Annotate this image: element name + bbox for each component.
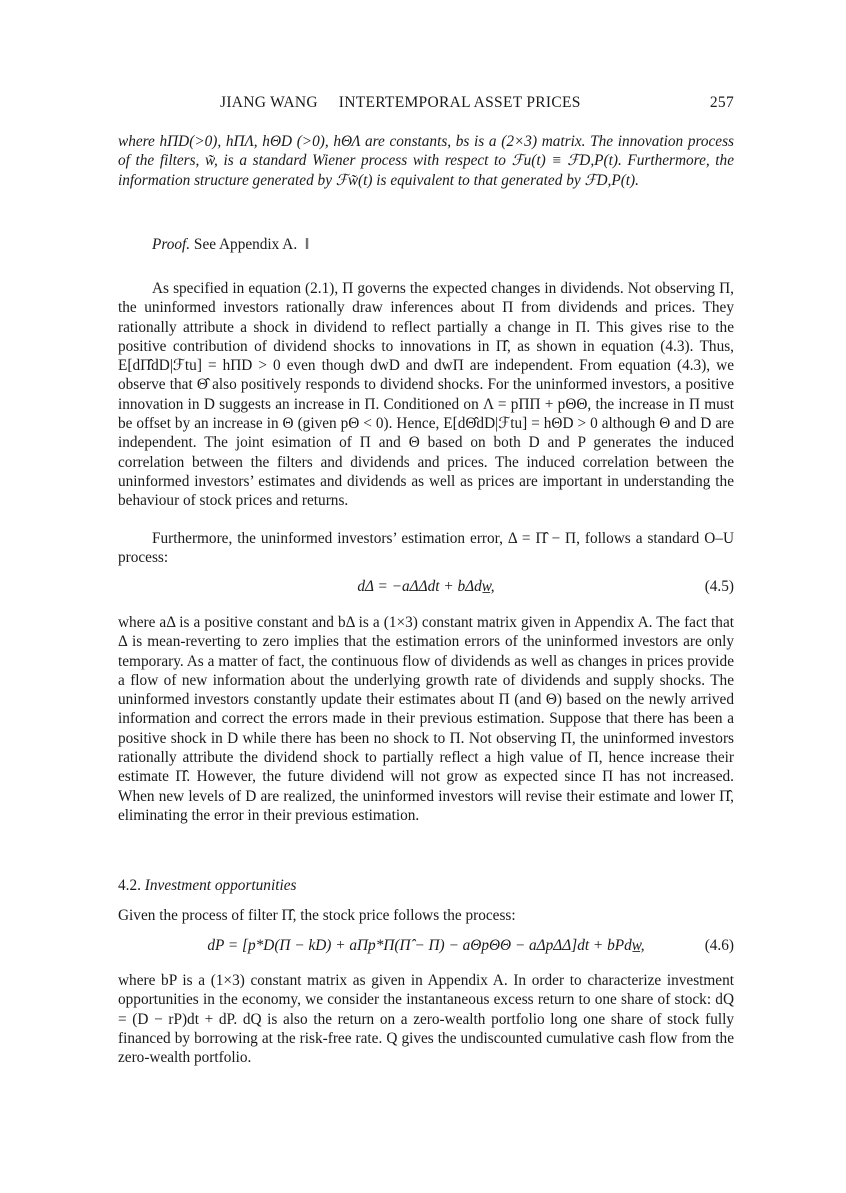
section-title: Investment opportunities <box>144 877 297 894</box>
proof-label: Proof. <box>152 236 191 253</box>
page-number: 257 <box>709 94 734 111</box>
lemma-continuation: where hΠD(>0), hΠΛ, hΘD (>0), hΘΛ are constants, bs is a (2×3) matrix. The innovation process of the filters, w̃, is a standard Wiener process with respect to ℱu(t) ≡ ℱD,P(t). Furthermore, the information structure generated by ℱw̃(t) is equivalent to that generated by ℱD,P(t). <box>118 133 734 189</box>
proof-text: See Appendix A. ‖ <box>190 236 310 253</box>
equation-number: (4.6) <box>704 937 734 954</box>
equation-4-5 <box>118 578 734 598</box>
section-heading <box>118 877 296 895</box>
section-number: 4.2. <box>118 877 141 894</box>
running-head <box>118 94 734 116</box>
paragraph: where bP is a (1×3) constant matrix as given in Appendix A. In order to characterize investment opportunities in the economy, we consider the instantaneous excess return to one share of stock: dQ = (D − rP)dt + dP. dQ is also the return on a zero-wealth portfolio long one share of stock fully financed by borrowing at the risk-free rate. Q gives the undiscounted cumulative cash flow from the zero-wealth portfolio. <box>118 972 734 1067</box>
running-title: JIANG WANG INTERTEMPORAL ASSET PRICES <box>220 94 581 111</box>
equation-4-6 <box>118 937 734 957</box>
paragraph: Furthermore, the uninformed investors’ estimation error, Δ = Π̂ − Π, follows a standard O–U process: <box>118 530 734 567</box>
paragraph: where aΔ is a positive constant and bΔ is a (1×3) constant matrix given in Appendix A. The fact that Δ is mean-reverting to zero implies that the estimation errors of the uninformed investors are only temporary. As a matter of fact, the continuous flow of dividends as well as changes in prices provide a flow of new information about the underlying growth rate of dividends and supply shocks. The uninformed investors constantly update their estimates about Π (and Θ) based on the newly arrived information and correct the errors made in their previous estimation. Suppose that there has been a positive shock in D while there has been no shock to Π. Not observing Π, the uninformed investors rationally attribute the dividend shock to partially reflect a high value of Π, hence increase their estimate Π̂. However, the future dividend will not grow as expected since Π has not increased. When new levels of D are realized, the uninformed investors will revise their estimate and lower Π̂, eliminating the error in their previous estimation. <box>118 614 734 824</box>
paragraph: Given the process of filter Π̂, the stock price follows the process: <box>118 907 516 924</box>
equation-body: dΔ = −aΔΔdt + bΔdw̲, <box>357 578 495 595</box>
equation-body: dP = [p*D(Π − kD) + aΠp*Π(Π̂ − Π) − aΘpΘΘ − aΔpΔΔ]dt + bPdw̲, <box>207 937 645 954</box>
proof-line <box>152 235 734 254</box>
paragraph: As specified in equation (2.1), Π governs the expected changes in dividends. Not observing Π, the uninformed investors rationally draw inferences about Π from dividends and prices. They rationally attribute a shock in dividend to reflect partially a change in Π. This gives rise to the positive contribution of dividend shocks to innovations in Π̂, as shown in equation (4.3). Thus, E[dΠ̂dD|ℱtu] = hΠD > 0 even though dwD and dwΠ are independent. From equation (4.3), we observe that Θ̂ also positively responds to dividend shocks. For the uninformed investors, a positive innovation in D suggests an increase in Π. Conditioned on Λ = pΠΠ + pΘΘ, the increase in Π must be offset by an increase in Θ (given pΘ < 0). Hence, E[dΘ̂dD|ℱtu] = hΘD > 0 although Θ and D are independent. The joint esimation of Π and Θ based on both D and P generates the induced correlation between the filters and dividends and prices. The induced correlation between the uninformed investors’ estimates and dividends as well as prices are important in understanding the behaviour of stock prices and returns. <box>118 280 734 510</box>
equation-number: (4.5) <box>704 578 734 595</box>
